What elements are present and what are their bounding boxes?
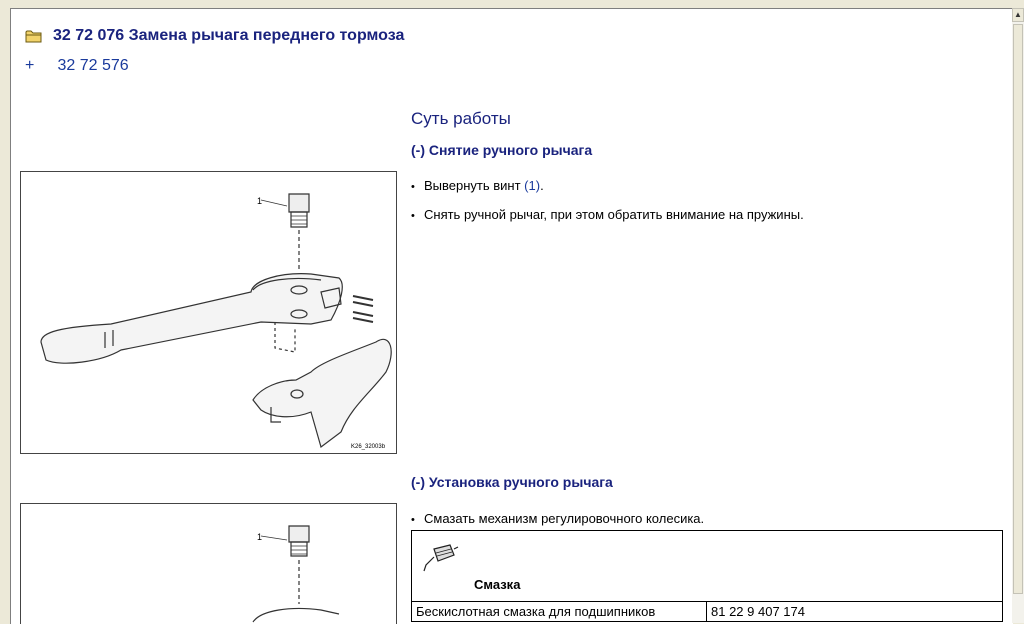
figure-code-label: K26_32003b (351, 444, 386, 450)
lubricant-table (411, 530, 1003, 622)
related-link-row (25, 57, 129, 75)
document-title[interactable]: 32 72 076 Замена рычага переднего тормоза (53, 27, 405, 44)
scroll-up-button[interactable]: ▲ (1012, 8, 1024, 22)
lubricant-name: Бескислотная смазка для подшипников (412, 602, 707, 622)
folder-icon (25, 29, 43, 43)
document-viewport (10, 8, 1013, 624)
removal-step-1-end: . (540, 178, 544, 193)
removal-step-1-text: Вывернуть винт (424, 178, 525, 193)
callout-ref-link[interactable]: (1) (524, 178, 541, 193)
removal-step-2 (411, 207, 804, 222)
expand-plus-icon[interactable]: + (25, 57, 35, 74)
scroll-thumb[interactable] (1013, 24, 1023, 594)
bullet-icon: • (411, 210, 415, 222)
installation-step-1 (411, 511, 704, 526)
grease-gun-icon (420, 541, 460, 575)
brake-lever-illustration (21, 172, 396, 453)
vertical-scrollbar[interactable] (1012, 8, 1024, 623)
removal-step-1 (411, 178, 544, 193)
lubricant-label: Смазка (474, 577, 521, 592)
installation-step-1-text: Смазать механизм регулировочного колесика. (424, 511, 705, 526)
removal-step-2-text: Снять ручной рычаг, при этом обратить внимание на пружины. (424, 207, 804, 222)
document-header (25, 27, 404, 45)
lubricant-header-cell (412, 531, 1003, 602)
removal-heading[interactable]: (-) Снятие ручного рычага (411, 142, 593, 158)
removal-figure (20, 171, 397, 454)
related-document-link[interactable]: 32 72 576 (57, 57, 129, 74)
installation-heading[interactable]: (-) Установка ручного рычага (411, 474, 613, 490)
brake-lever-install-illustration (21, 504, 396, 624)
installation-figure (20, 503, 397, 624)
figure-callout-1: 1 (257, 532, 263, 542)
lubricant-part-number: 81 22 9 407 174 (707, 602, 1003, 622)
bullet-icon: • (411, 181, 415, 193)
figure-callout-1: 1 (257, 196, 263, 206)
bullet-icon: • (411, 514, 415, 526)
work-heading: Суть работы (411, 109, 511, 128)
